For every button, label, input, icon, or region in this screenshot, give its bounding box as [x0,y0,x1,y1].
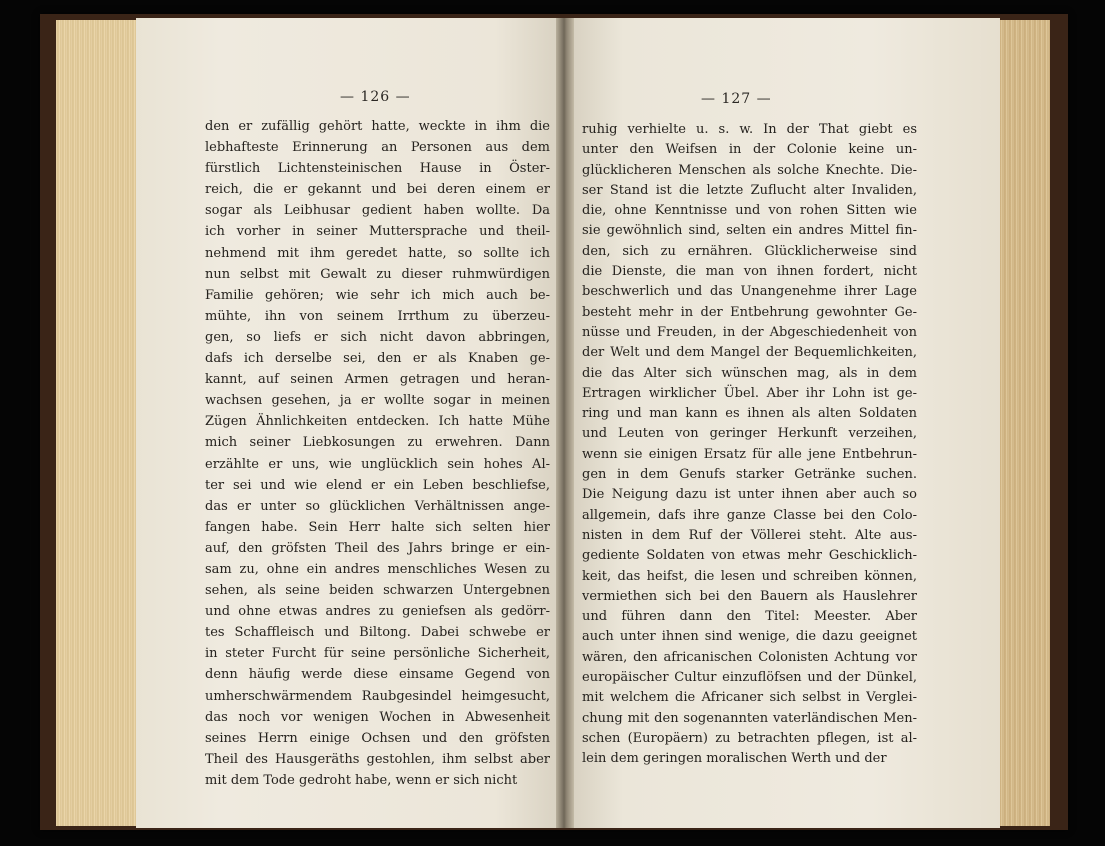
text-line: seines Herrn einige Ochsen und den gröfsten [205,730,550,746]
text-line: die Dienste, die man von ihnen fordert, nicht [582,264,917,280]
text-line: Die Neigung dazu ist unter ihnen aber auch so [582,487,917,503]
text-line: lebhafteste Erinnerung an Personen aus dem [205,140,550,156]
text-line: das er unter so glücklichen Verhältnissen ange- [205,498,550,514]
text-line: schen (Europäern) zu betrachten pflegen, ist al- [582,730,917,746]
text-line: den, sich zu ernähren. Glücklicherweise sind [582,243,917,259]
text-line: Familie gehören; wie sehr ich mich auch be- [205,287,550,303]
text-line: auch unter ihnen sind wenige, die dazu geeignet [582,629,917,645]
text-line: Ertragen wirklicher Übel. Aber ihr Lohn ist ge- [582,385,917,401]
page-edges-right [998,20,1050,826]
left-page-number: — 126 — [340,89,411,105]
text-line: die das Alter sich wünschen mag, als in dem [582,365,917,381]
text-line: die, ohne Kenntnisse und von rohen Sitten wie [582,203,917,219]
text-line: mit dem Tode gedroht habe, wenn er sich nicht [205,772,518,788]
text-line: ter sei und wie elend er ein Leben beschliefse, [205,477,550,493]
text-line: nisten in dem Ruf der Völlerei steht. Alte aus- [582,527,917,543]
text-line: nun selbst mit Gewalt zu dieser ruhmwürdigen [205,266,550,282]
right-page-number: — 127 — [701,91,772,107]
text-line: nehmend mit ihm geredet hatte, so sollte ich [205,245,550,261]
text-line: tes Schaffleisch und Biltong. Dabei schwebe er [205,625,550,641]
text-line: der Welt und dem Mangel der Bequemlichkeiten, [582,345,917,361]
text-line: wachsen gesehen, ja er wollte sogar in meinen [205,393,550,409]
text-line: ich vorher in seiner Muttersprache und theil- [205,224,550,240]
text-line: ring und man kann es ihnen als alten Soldaten [582,406,917,422]
book-gutter [556,18,574,828]
text-line: keit, das heifst, die lesen und schreiben können, [582,568,917,584]
text-line: fürstlich Lichtensteinischen Hause in Öster- [205,161,550,177]
text-line: gen in dem Genufs starker Getränke suchen. [582,467,917,483]
text-line: gediente Soldaten von etwas mehr Geschicklich- [582,548,917,564]
text-line: chung mit den sogenannten vaterländischen Men- [582,710,917,726]
text-line: wären, den africanischen Colonisten Achtung vor [582,649,917,665]
text-line: lein dem geringen moralischen Werth und der [582,751,887,767]
text-line: europäischer Cultur einzuflöfsen und der Dünkel, [582,670,917,686]
page-edges-left [56,20,140,826]
text-line: und ohne etwas andres zu geniefsen als gedörr- [205,604,550,620]
text-line: und führen dann den Titel: Meester. Aber [582,609,917,625]
text-line: sogar als Leibhusar gedient haben wollte. Da [205,203,550,219]
text-line: mühte, ihn von seinem Irrthum zu überzeu- [205,308,550,324]
text-line: gen, so liefs er sich nicht davon abbringen, [205,329,550,345]
text-line: Theil des Hausgeräths gestohlen, ihm selbst aber [205,751,550,767]
text-line: wenn sie einigen Ersatz für alle jene Entbehrun- [582,446,917,462]
text-line: mit welchem die Africaner sich selbst in Verglei- [582,690,917,706]
text-line: glücklicheren Menschen als solche Knechte. Die- [582,162,917,178]
text-line: vermiethen sich bei den Bauern als Hauslehrer [582,588,917,604]
text-line: reich, die er gekannt und bei deren einem er [205,182,550,198]
text-line: nüsse und Freuden, in der Abgeschiedenheit von [582,324,917,340]
text-line: fangen habe. Sein Herr halte sich selten hier [205,519,550,535]
text-line: sie gewöhnlich sind, selten ein andres Mittel fin- [582,223,917,239]
text-line: erzählte er uns, wie unglücklich sein hohes Al- [205,456,550,472]
text-line: allgemein, dafs ihre ganze Classe bei den Colo- [582,507,917,523]
text-line: Zügen Ähnlichkeiten entdecken. Ich hatte Mühe [205,414,550,430]
text-line: auf, den gröfsten Theil des Jahrs bringe er ein- [205,540,550,556]
text-line: in steter Furcht für seine persönliche Sicherheit, [205,646,550,662]
text-line: denn häufig werde diese einsame Gegend von [205,667,550,683]
left-page-text [205,116,550,791]
text-line: kannt, auf seinen Armen getragen und heran- [205,372,550,388]
text-line: das noch vor wenigen Wochen in Abwesenheit [205,709,550,725]
text-line: ruhig verhielte u. s. w. In der That giebt es [582,122,917,137]
text-line: mich seiner Liebkosungen zu erwehren. Dann [205,435,550,451]
text-line: und Leuten von geringer Herkunft verzeihen, [582,426,917,442]
right-page-text [582,120,917,770]
text-line: unter den Weifsen in der Colonie keine un- [582,142,917,158]
text-line: beschwerlich und das Unangenehme ihrer Lage [582,284,917,300]
text-line: umherschwärmendem Raubgesindel heimgesucht, [205,688,550,704]
text-line: dafs ich derselbe sei, den er als Knaben ge- [205,351,550,367]
text-line: sam zu, ohne ein andres menschliches Wesen zu [205,561,550,577]
text-line: ser Stand ist die letzte Zuflucht alter Invaliden, [582,182,917,198]
text-line: besteht mehr in der Entbehrung gewohnter Ge- [582,304,917,320]
text-line: sehen, als seine beiden schwarzen Untergebnen [205,583,550,599]
text-line: den er zufällig gehört hatte, weckte in ihm die [205,119,550,134]
